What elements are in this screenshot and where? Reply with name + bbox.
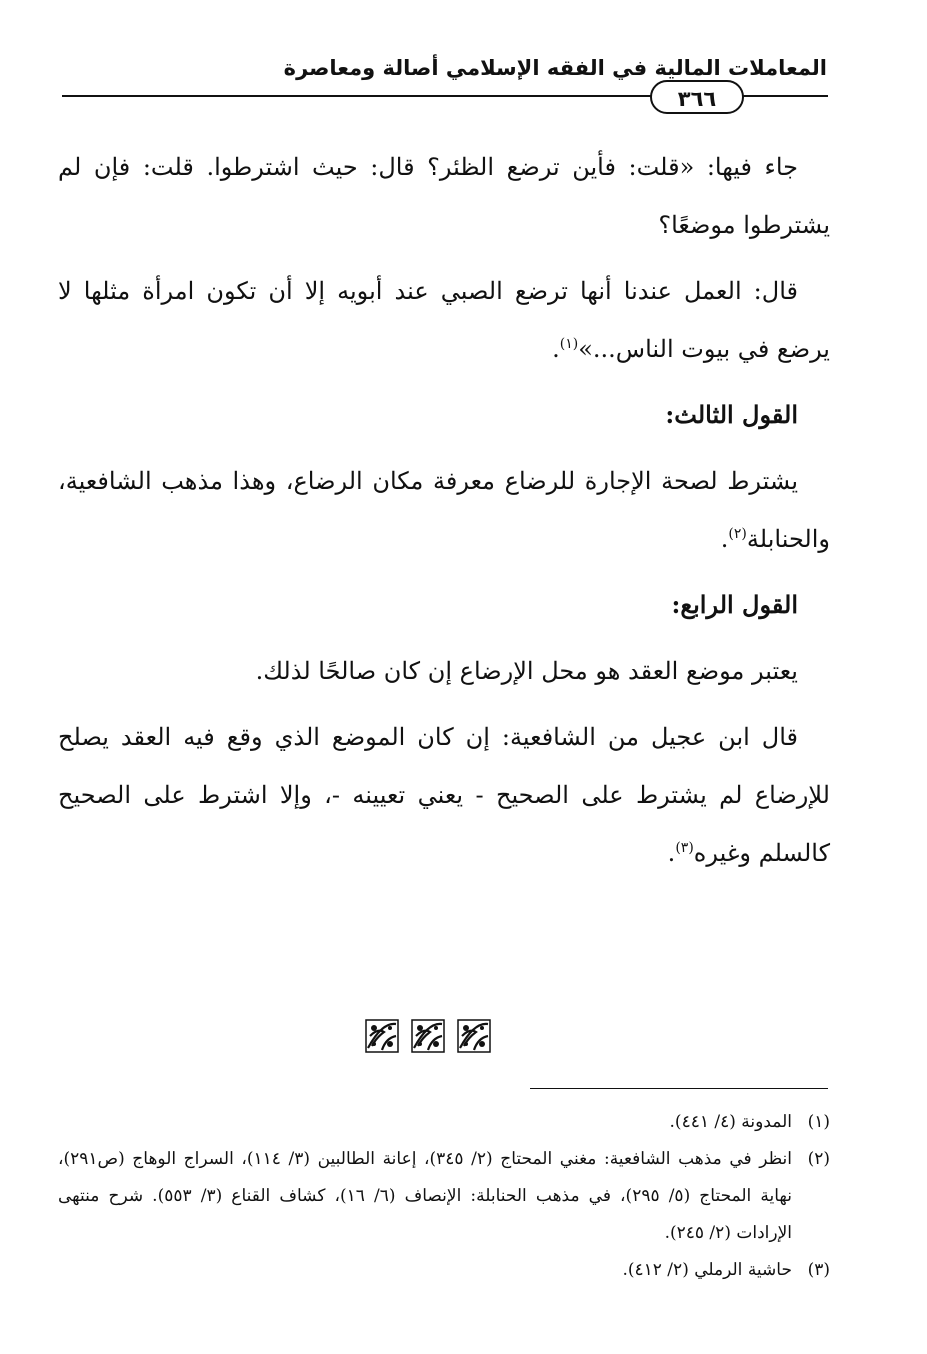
footnotes: [58, 1104, 830, 1289]
floral-ornament-icon: [456, 1018, 492, 1054]
paragraph-5-text: قال ابن عجيل من الشافعية: إن كان الموضع الذي وقع فيه العقد يصلح للإرضاع لم يشترط على الصحيح - يعني تعيينه -، وإلا اشترط على الصحيح كالسلم وغيره: [58, 723, 830, 867]
footnote: [58, 1104, 830, 1141]
paragraph-2-text: قال: العمل عندنا أنها ترضع الصبي عند أبويه إلا أن تكون امرأة مثلها لا يرضع في بيوت الناس...»: [58, 277, 830, 363]
footnote-separator: [530, 1088, 828, 1089]
paragraph-3: [58, 452, 830, 568]
page-number: ٣٦٦: [650, 80, 744, 114]
floral-ornament-icon: [410, 1018, 446, 1054]
footnote-ref-1: (١): [559, 336, 579, 352]
footnote-number: (١): [807, 1112, 830, 1132]
paragraph-5: [58, 708, 830, 882]
floral-ornament-icon: [364, 1018, 400, 1054]
paragraph-4: يعتبر موضع العقد هو محل الإرضاع إن كان صالحًا لذلك.: [255, 657, 798, 685]
paragraph-2-end: .: [552, 335, 560, 363]
footnote: [58, 1252, 830, 1289]
paragraph-1: جاء فيها: «قلت: فأين ترضع الظئر؟ قال: حيث اشترطوا. قلت: فإن لم يشترطوا موضعًا؟: [58, 153, 830, 239]
paragraph-5-end: .: [667, 839, 676, 867]
footnote-number: (٣): [807, 1260, 830, 1280]
main-text: [58, 138, 830, 882]
paragraph-3-end: .: [720, 525, 729, 553]
footnote-number: (٢): [807, 1149, 830, 1169]
paragraph-3-text: يشترط لصحة الإجارة للرضاع معرفة مكان الرضاع، وهذا مذهب الشافعية، والحنابلة: [58, 467, 830, 553]
heading-fourth-opinion: القول الرابع:: [671, 590, 798, 619]
section-ornament: [364, 1018, 492, 1054]
heading-third-opinion: القول الثالث:: [665, 400, 798, 429]
footnote-text: المدونة (٤/ ٤٤١).: [669, 1112, 792, 1132]
paragraph-2: [58, 262, 830, 378]
footnote-ref-2: (٢): [728, 526, 747, 542]
footnote-ref-3: (٣): [675, 840, 694, 856]
footnote-text: حاشية الرملي (٢/ ٤١٢).: [622, 1260, 792, 1280]
footnote: [58, 1141, 830, 1252]
footnote-text: انظر في مذهب الشافعية: مغني المحتاج (٢/ ٣٤٥)، إعانة الطالبين (٣/ ١١٤)، السراج الوهاج (ص٢٩١)، نهاية المحتاج (٥/ ٢٩٥)، في مذهب الحنابلة: الإنصاف (٦/ ١٦)، كشاف القناع (٣/ ٥٥٣). شرح منتهى الإرادات (٢/ ٢٤٥).: [58, 1149, 792, 1243]
running-header-title: المعاملات المالية في الفقه الإسلامي أصالة ومعاصرة: [283, 56, 827, 80]
